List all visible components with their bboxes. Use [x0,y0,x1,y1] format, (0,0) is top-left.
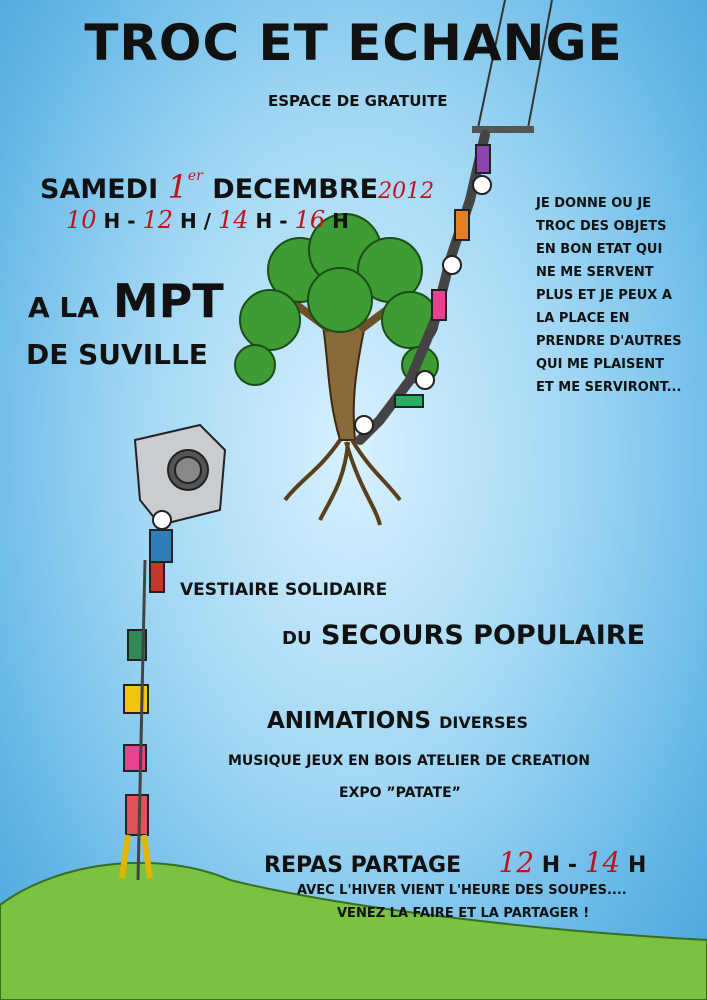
event-hours [66,206,349,234]
side-line: QUI ME PLAISENT [536,357,665,372]
animations-line [267,708,528,734]
repas-hour-2: 14 [584,846,621,879]
venue-line-1 [28,274,224,328]
date-number: 1 [167,168,188,206]
date-year: 2012 [378,179,435,204]
vestiaire-line: VESTIAIRE SOLIDAIRE [180,580,388,600]
hour-4-unit: H [332,209,349,233]
hour-sep-1: - [127,209,136,233]
animations-suffix: DIVERSES [439,713,528,732]
side-line: PLUS ET JE PEUX A [536,288,672,303]
side-line: ET ME SERVIRONT... [536,380,682,395]
animations-main: ANIMATIONS [267,708,432,734]
soupe-line-1: AVEC L'HIVER VIENT L'HEURE DES SOUPES.... [297,883,627,898]
poster-subtitle: ESPACE DE GRATUITE [268,92,448,110]
hour-2-unit: H [180,209,197,233]
activities-line: MUSIQUE JEUX EN BOIS ATELIER DE CREATION [228,753,591,769]
secours-main: SECOURS POPULAIRE [320,620,646,651]
side-line: NE ME SERVENT [536,265,654,280]
side-text [536,192,696,399]
soupe-line-2: VENEZ LA FAIRE ET LA PARTAGER ! [337,906,590,921]
hour-3-unit: H [255,209,273,233]
repas-line [264,846,646,879]
venue-line-2: DE SUVILLE [26,338,208,371]
people-chain-stack [122,511,172,880]
venue-main: MPT [112,274,224,328]
venue-prefix: A LA [28,291,99,324]
hour-4: 16 [294,206,326,234]
side-line: LA PLACE EN [536,311,630,326]
hour-slash: / [203,209,212,233]
hour-2: 12 [142,206,174,234]
hour-1: 10 [66,206,97,234]
repas-label: REPAS PARTAGE [264,853,462,878]
date-day: SAMEDI [40,174,159,205]
repas-hour-1: 12 [498,846,535,879]
side-line: JE DONNE OU JE [536,196,652,211]
event-date [40,168,434,206]
repas-hour-1-unit: H [541,853,561,878]
date-suffix: er [187,168,203,184]
poster-title: TROC ET ECHANGE [84,14,623,72]
side-line: PRENDRE D'AUTRES [536,334,682,349]
hour-3: 14 [218,206,249,234]
expo-line: EXPO ”PATATE” [339,785,461,801]
washing-machine [135,425,225,525]
tree-roots [285,440,400,525]
repas-sep: - [567,853,577,878]
date-month: DECEMBRE [212,174,379,205]
side-line: EN BON ETAT QUI [536,242,663,257]
hour-1-unit: H [103,209,121,233]
hour-sep-2: - [279,209,288,233]
secours-prefix: DU [282,628,312,649]
secours-line [282,620,645,651]
side-line: TROC DES OBJETS [536,219,667,234]
repas-hour-2-unit: H [627,853,647,878]
